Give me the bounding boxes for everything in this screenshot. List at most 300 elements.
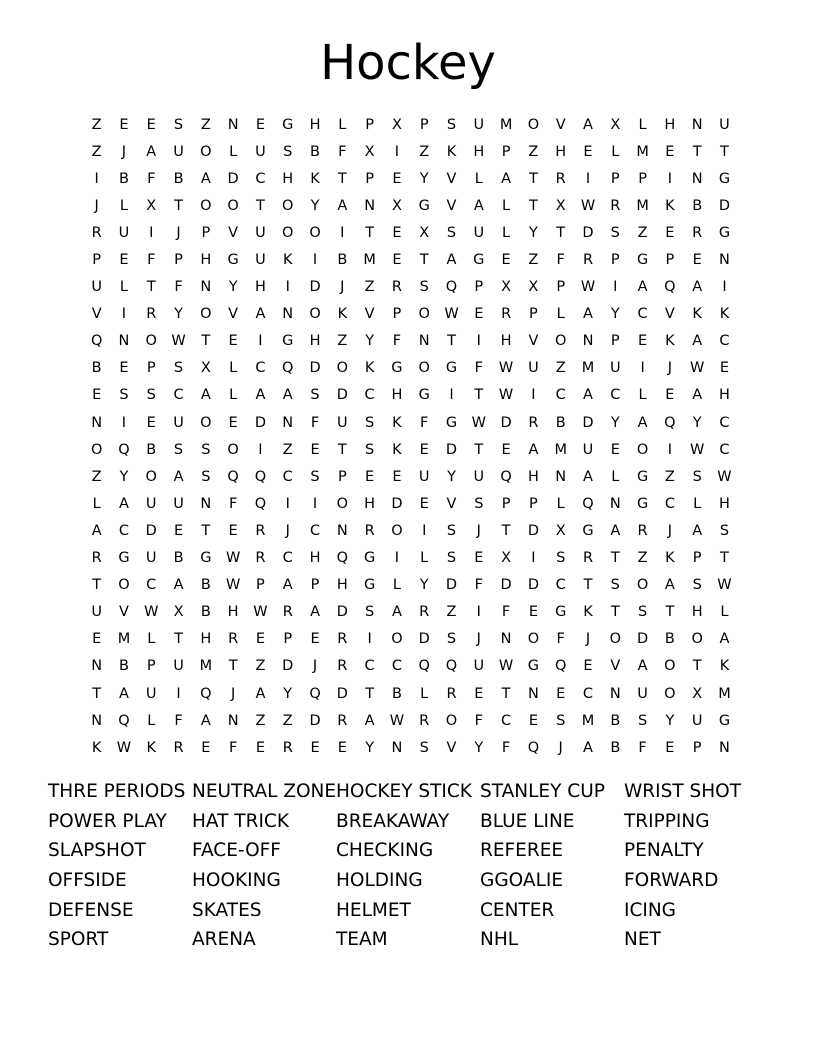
grid-letter: P — [501, 495, 511, 512]
grid-letter: S — [692, 577, 702, 594]
grid-letter: I — [258, 441, 263, 458]
grid-letter: U — [173, 143, 184, 160]
grid-letter: T — [337, 441, 347, 458]
grid-letter: J — [121, 143, 127, 160]
grid-letter: U — [473, 116, 485, 133]
grid-letter: Q — [500, 468, 512, 485]
grid-letter: D — [309, 360, 321, 377]
grid-letter: O — [636, 441, 649, 458]
grid-letter: N — [719, 252, 730, 269]
grid-letter: O — [200, 143, 212, 160]
grid-letter: M — [199, 658, 213, 675]
grid-letter: S — [365, 441, 375, 458]
grid-letter: L — [338, 116, 347, 133]
grid-letter: N — [527, 685, 539, 702]
grid-letter: B — [610, 712, 621, 729]
word-list-item: BREAKAWAY — [336, 810, 450, 832]
grid-letter: J — [230, 685, 236, 702]
grid-letter: H — [391, 387, 403, 404]
grid-letter: N — [418, 333, 430, 350]
grid-letter: D — [254, 414, 267, 431]
grid-letter: E — [146, 414, 156, 431]
grid-letter: T — [610, 604, 620, 621]
grid-letter: L — [229, 387, 238, 404]
grid-letter: S — [719, 522, 730, 539]
grid-letter: P — [174, 252, 183, 269]
grid-letter: U — [337, 414, 348, 431]
grid-letter: Y — [610, 414, 620, 431]
grid-letter: A — [446, 252, 457, 269]
grid-letter: D — [637, 631, 649, 648]
grid-letter: L — [92, 495, 101, 512]
grid-letter: R — [255, 550, 266, 567]
grid-letter: R — [146, 306, 157, 323]
grid-letter: S — [173, 116, 184, 133]
grid-letter: H — [719, 495, 730, 512]
grid-letter: G — [718, 224, 731, 241]
grid-letter: T — [365, 685, 375, 702]
grid-letter: J — [667, 360, 673, 377]
grid-letter: H — [555, 143, 567, 160]
grid-letter: V — [446, 170, 457, 187]
grid-letter: Z — [200, 116, 211, 133]
grid-letter: N — [582, 333, 594, 350]
grid-letter: Q — [664, 414, 676, 431]
grid-letter: T — [692, 143, 702, 160]
grid-letter: O — [227, 441, 239, 458]
grid-letter: W — [580, 279, 596, 296]
grid-letter: Z — [637, 550, 648, 567]
grid-letter: T — [501, 685, 511, 702]
grid-letter: W — [171, 333, 186, 350]
grid-letter: O — [200, 306, 212, 323]
grid-letter: O — [309, 224, 321, 241]
word-list-item: CENTER — [480, 899, 555, 921]
grid-letter: K — [91, 739, 102, 756]
grid-letter: N — [227, 712, 239, 729]
word-list-item: PENALTY — [624, 840, 704, 862]
grid-letter: U — [91, 279, 102, 296]
grid-letter: L — [119, 197, 128, 214]
grid-letter: P — [692, 550, 702, 567]
grid-letter: J — [176, 224, 181, 241]
grid-letter: F — [501, 604, 511, 621]
grid-letter: D — [527, 577, 539, 594]
grid-letter: E — [665, 739, 675, 756]
grid-letter: E — [528, 604, 538, 621]
grid-letter: O — [691, 631, 703, 648]
grid-letter: K — [719, 306, 730, 323]
grid-letter: E — [474, 306, 484, 323]
grid-letter: W — [690, 441, 705, 458]
grid-letter: U — [118, 224, 130, 241]
grid-row — [83, 626, 738, 653]
grid-letter: R — [173, 739, 184, 756]
grid-letter: C — [719, 441, 730, 458]
grid-letter: Q — [418, 658, 430, 675]
grid-letter: B — [91, 360, 102, 377]
grid-letter: H — [254, 279, 266, 296]
grid-letter: E — [719, 360, 730, 377]
grid-letter: P — [310, 577, 320, 594]
grid-letter: J — [585, 631, 591, 648]
grid-letter: L — [502, 197, 511, 214]
grid-letter: P — [146, 658, 156, 675]
grid-row — [83, 517, 738, 544]
grid-letter: R — [91, 550, 102, 567]
grid-letter: J — [340, 279, 345, 296]
word-list-item: NHL — [480, 929, 519, 951]
grid-letter: A — [173, 468, 184, 485]
grid-letter: O — [664, 658, 676, 675]
grid-letter: E — [692, 252, 702, 269]
grid-letter: J — [94, 197, 99, 214]
grid-letter: Q — [664, 279, 676, 296]
grid-letter: Z — [419, 143, 430, 160]
grid-letter: P — [556, 279, 566, 296]
grid-letter: F — [310, 414, 320, 431]
grid-letter: A — [255, 685, 266, 702]
grid-letter: R — [528, 414, 539, 431]
grid-letter: H — [691, 604, 703, 621]
grid-letter: Z — [91, 468, 102, 485]
grid-letter: N — [609, 495, 621, 512]
grid-letter: E — [474, 685, 484, 702]
grid-letter: I — [149, 224, 154, 241]
grid-letter: A — [692, 333, 703, 350]
grid-letter: A — [583, 468, 593, 485]
grid-letter: A — [391, 604, 402, 621]
grid-letter: B — [692, 197, 703, 214]
grid-letter: Q — [582, 495, 594, 512]
grid-letter: I — [258, 333, 263, 350]
grid-letter: Y — [283, 685, 293, 702]
grid-letter: T — [201, 333, 211, 350]
grid-letter: P — [146, 360, 156, 377]
grid-letter: F — [392, 333, 402, 350]
grid-letter: S — [556, 550, 566, 567]
grid-letter: E — [201, 739, 211, 756]
grid-letter: H — [336, 577, 348, 594]
grid-letter: Q — [445, 658, 458, 675]
grid-letter: Q — [227, 468, 239, 485]
grid-letter: H — [719, 387, 730, 404]
grid-letter: Z — [337, 333, 348, 350]
grid-letter: G — [200, 550, 212, 567]
grid-letter: Z — [555, 360, 566, 377]
grid-letter: L — [147, 712, 156, 729]
grid-letter: E — [119, 252, 129, 269]
grid-letter: T — [692, 658, 702, 675]
grid-letter: D — [336, 604, 348, 621]
grid-letter: G — [445, 414, 458, 431]
grid-letter: J — [476, 631, 481, 648]
grid-letter: H — [227, 604, 239, 621]
page-title: Hockey — [320, 35, 496, 91]
grid-letter: T — [474, 441, 484, 458]
grid-letter: D — [336, 387, 348, 404]
grid-letter: A — [692, 387, 703, 404]
grid-letter: U — [255, 224, 266, 241]
grid-letter: R — [419, 604, 430, 621]
grid-letter: E — [310, 739, 320, 756]
grid-letter: M — [581, 360, 595, 377]
word-list-item: HOLDING — [336, 870, 423, 892]
grid-letter: W — [389, 712, 405, 729]
grid-letter: U — [637, 685, 648, 702]
grid-letter: Q — [309, 685, 321, 702]
grid-letter: P — [665, 252, 675, 269]
grid-letter: F — [474, 577, 483, 594]
grid-letter: T — [174, 197, 183, 214]
grid-letter: N — [200, 279, 212, 296]
grid-letter: K — [392, 441, 402, 458]
grid-letter: N — [364, 197, 376, 214]
grid-letter: P — [256, 577, 265, 594]
grid-letter: R — [282, 739, 293, 756]
grid-letter: T — [92, 685, 102, 702]
grid-letter: O — [200, 197, 212, 214]
grid-letter: N — [91, 658, 103, 675]
grid-letter: I — [285, 279, 290, 296]
word-list-item: SLAPSHOT — [48, 840, 146, 862]
grid-letter: A — [692, 279, 703, 296]
grid-row — [83, 246, 738, 273]
grid-letter: O — [90, 441, 103, 458]
grid-letter: B — [118, 170, 129, 187]
grid-letter: K — [692, 306, 702, 323]
grid-row — [83, 192, 738, 219]
grid-letter: W — [498, 658, 514, 675]
grid-letter: I — [367, 631, 372, 648]
grid-letter: Z — [528, 143, 539, 160]
grid-letter: R — [391, 279, 402, 296]
grid-row — [83, 545, 738, 572]
grid-letter: M — [581, 712, 595, 729]
grid-letter: P — [610, 252, 620, 269]
grid-letter: R — [582, 550, 594, 567]
grid-letter: E — [92, 387, 102, 404]
word-list-item: SPORT — [48, 929, 109, 951]
letter-grid — [83, 111, 738, 761]
word-list-item: FORWARD — [624, 870, 719, 892]
grid-letter: G — [582, 522, 594, 539]
grid-row — [83, 219, 738, 246]
grid-letter: Z — [664, 468, 675, 485]
grid-letter: N — [282, 306, 294, 323]
grid-letter: S — [365, 414, 375, 431]
grid-letter: O — [282, 197, 294, 214]
grid-row — [83, 463, 738, 490]
grid-letter: G — [555, 604, 567, 621]
grid-letter: G — [473, 252, 485, 269]
grid-letter: I — [476, 604, 481, 621]
grid-letter: E — [610, 441, 620, 458]
grid-letter: W — [580, 197, 596, 214]
grid-row — [83, 165, 738, 192]
word-list-item: REFEREE — [480, 840, 564, 862]
grid-letter: Y — [692, 414, 702, 431]
grid-row — [83, 572, 738, 599]
grid-letter: F — [174, 279, 183, 296]
grid-letter: X — [391, 116, 402, 133]
grid-letter: A — [173, 577, 184, 594]
grid-letter: R — [446, 685, 457, 702]
grid-letter: E — [419, 495, 429, 512]
grid-letter: M — [117, 631, 131, 648]
grid-letter: O — [554, 333, 567, 350]
grid-letter: B — [555, 414, 566, 431]
grid-letter: B — [173, 170, 184, 187]
grid-letter: B — [200, 604, 211, 621]
grid-letter: G — [718, 170, 731, 187]
grid-letter: F — [474, 712, 483, 729]
grid-letter: F — [228, 495, 238, 512]
grid-letter: R — [337, 631, 348, 648]
grid-letter: O — [527, 631, 540, 648]
grid-letter: E — [255, 116, 266, 133]
grid-letter: A — [282, 577, 293, 594]
grid-letter: I — [176, 685, 181, 702]
grid-letter: I — [722, 279, 727, 296]
word-list-item: POWER PLAY — [48, 810, 167, 832]
grid-letter: Z — [637, 224, 648, 241]
grid-letter: W — [498, 387, 514, 404]
grid-letter: T — [256, 197, 265, 214]
grid-letter: D — [309, 279, 321, 296]
grid-letter: S — [610, 224, 620, 241]
grid-letter: C — [555, 577, 566, 594]
grid-letter: A — [637, 279, 648, 296]
grid-letter: K — [364, 360, 375, 377]
grid-letter: S — [310, 387, 320, 404]
grid-letter: Z — [255, 658, 266, 675]
grid-letter: E — [501, 252, 511, 269]
grid-letter: E — [474, 550, 484, 567]
grid-letter: S — [419, 739, 429, 756]
grid-letter: O — [336, 360, 349, 377]
grid-letter: Y — [365, 333, 375, 350]
grid-letter: L — [638, 387, 647, 404]
grid-letter: A — [473, 197, 484, 214]
grid-letter: U — [691, 712, 703, 729]
grid-letter: J — [312, 658, 318, 675]
grid-letter: I — [285, 495, 290, 512]
grid-letter: I — [667, 170, 673, 187]
grid-letter: Q — [254, 468, 267, 485]
grid-letter: X — [501, 550, 512, 567]
grid-letter: N — [500, 631, 512, 648]
grid-letter: M — [554, 441, 567, 458]
word-list-item: NEUTRAL ZONE — [192, 781, 337, 802]
grid-letter: H — [200, 252, 212, 269]
grid-letter: B — [146, 441, 157, 458]
grid-letter: X — [173, 604, 184, 621]
grid-letter: L — [392, 577, 401, 594]
grid-letter: O — [118, 577, 130, 594]
grid-letter: I — [121, 306, 127, 323]
grid-letter: A — [501, 170, 512, 187]
grid-letter: Q — [527, 739, 540, 756]
grid-letter: K — [665, 197, 675, 214]
grid-letter: Z — [364, 279, 375, 296]
grid-letter: C — [309, 522, 321, 539]
grid-letter: G — [363, 577, 376, 594]
grid-letter: S — [119, 387, 129, 404]
grid-letter: Q — [90, 333, 103, 350]
grid-letter: I — [394, 550, 400, 567]
grid-letter: U — [91, 604, 102, 621]
grid-letter: G — [363, 550, 376, 567]
grid-letter: B — [118, 658, 129, 675]
grid-letter: O — [200, 414, 212, 431]
grid-letter: E — [173, 522, 184, 539]
grid-letter: T — [665, 604, 675, 621]
grid-letter: C — [719, 333, 730, 350]
grid-letter: O — [145, 468, 157, 485]
grid-letter: O — [227, 197, 239, 214]
grid-letter: Q — [445, 279, 458, 296]
grid-letter: U — [473, 468, 485, 485]
grid-letter: E — [310, 631, 320, 648]
grid-letter: Q — [336, 550, 349, 567]
grid-letter: N — [391, 739, 403, 756]
grid-letter: M — [718, 685, 731, 702]
grid-letter: F — [556, 252, 565, 269]
grid-letter: G — [118, 550, 130, 567]
grid-letter: Z — [446, 604, 457, 621]
grid-letter: E — [255, 739, 266, 756]
grid-letter: Q — [118, 441, 130, 458]
grid-letter: I — [94, 170, 99, 187]
grid-letter: E — [310, 441, 320, 458]
grid-letter: P — [501, 143, 511, 160]
grid-letter: A — [118, 495, 129, 512]
grid-letter: R — [228, 631, 239, 648]
grid-letter: G — [527, 658, 540, 675]
grid-letter: F — [556, 631, 565, 648]
grid-letter: T — [365, 224, 375, 241]
grid-letter: S — [556, 712, 566, 729]
grid-letter: L — [420, 685, 429, 702]
grid-letter: A — [719, 631, 730, 648]
word-list-item: SKATES — [192, 899, 262, 921]
grid-letter: P — [610, 170, 620, 187]
grid-letter: O — [391, 522, 403, 539]
word-list-item: TEAM — [336, 929, 388, 951]
grid-letter: Q — [282, 360, 294, 377]
grid-letter: Y — [228, 279, 238, 296]
grid-row — [83, 680, 738, 707]
grid-letter: D — [527, 522, 539, 539]
grid-letter: Q — [254, 495, 267, 512]
word-list-item: THRE PERIODS — [48, 781, 186, 802]
grid-letter: T — [447, 333, 456, 350]
grid-letter: C — [173, 387, 184, 404]
grid-letter: I — [121, 414, 127, 431]
grid-letter: U — [255, 252, 266, 269]
grid-letter: S — [365, 604, 375, 621]
grid-letter: C — [391, 658, 402, 675]
grid-letter: W — [116, 739, 132, 756]
grid-letter: S — [446, 631, 457, 648]
grid-letter: A — [364, 712, 375, 729]
grid-letter: S — [201, 468, 211, 485]
grid-letter: K — [446, 143, 457, 160]
grid-letter: N — [227, 116, 239, 133]
grid-letter: D — [391, 495, 403, 512]
grid-letter: F — [638, 739, 647, 756]
